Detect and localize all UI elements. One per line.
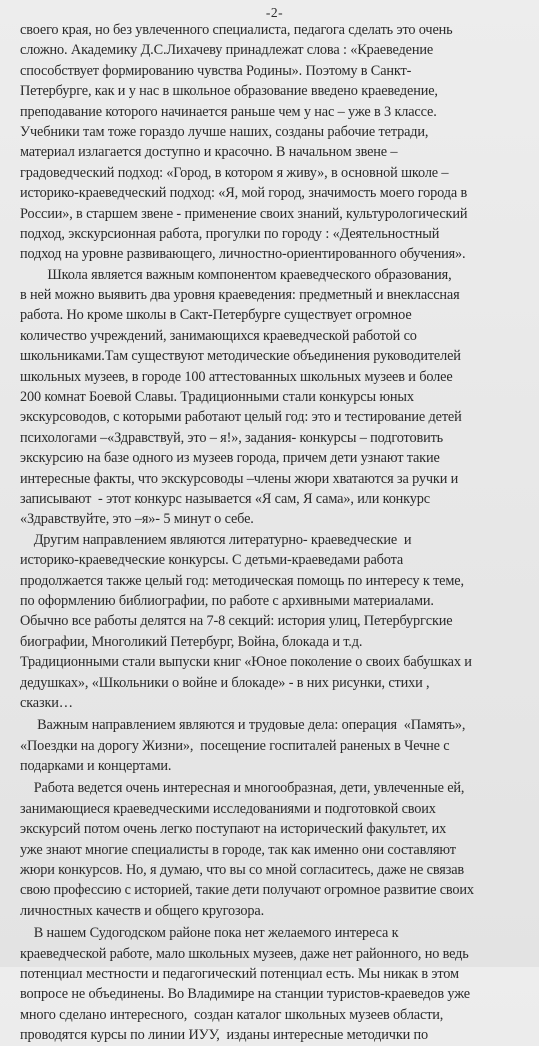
text-line: способствует формированию чувства Родины». Поэтому в Санкт- [20, 62, 412, 79]
text-line: «Здравствуйте, это –я»- 5 минут о себе. [20, 511, 254, 528]
text-line: дедушках», «Школьники о войне и блокаде» - в них рисунки, стихи , [20, 674, 430, 691]
paragraph [20, 530, 529, 714]
text-line: вопросе не объединены. Во Владимире на станции туристов-краеведов уже [20, 986, 470, 1003]
paragraph [20, 923, 529, 1045]
text-line: России», в старшем звене - применение своих знаний, культурологический [20, 205, 468, 222]
text-line: экскурсоводов, с которыми работают целый год: это и тестирование детей [20, 409, 462, 426]
text-line: в ней можно выявить два уровня краеведения: предметный и внеклассная [20, 287, 460, 304]
text-line: сложно. Академику Д.С.Лихачеву принадлежат слова : «Краеведение [20, 42, 434, 59]
text-line: Другим направлением являются литературно- краеведческие и [20, 531, 412, 548]
text-line: преподавание которого начинается раньше чем у нас – уже в 3 классе. [20, 103, 437, 120]
text-line: материал излагается доступно и красочно. В начальном звене – [20, 144, 398, 161]
text-line: продолжается также целый год: методическая помощь по интересу к теме, [20, 572, 464, 589]
text-line: занимающиеся краеведческими исследованиями и подготовкой своих [20, 800, 436, 817]
text-line: Обычно все работы делятся на 7-8 секций: история улиц, Петербургские [20, 613, 453, 630]
text-line: потенциал местности и педагогический потенциал есть. Мы никак в этом [20, 965, 459, 982]
text-line: Учебники там тоже гораздо лучше наших, созданы рабочие тетради, [20, 123, 429, 140]
paragraph [20, 778, 529, 921]
document-body [20, 20, 529, 1046]
text-line: краеведческой работе, мало школьных музеев, даже нет районного, но ведь [20, 945, 469, 962]
text-line: проводятся курсы по линии ИУУ, изданы интересные методички по [20, 1027, 429, 1044]
text-line: подход, экскурсионная работа, прогулки по городу : «Деятельностный [20, 225, 440, 242]
text-line: записывают - этот конкурс называется «Я сам, Я сама», или конкурс [20, 490, 430, 507]
text-line: историко-краеведческие конкурсы. С детьми-краеведами работа [20, 552, 404, 569]
text-line: много сделано интересного, создан каталог школьных музеев области, [20, 1006, 444, 1023]
text-line: подарками и концертами. [20, 758, 172, 775]
text-line: Работа ведется очень интересная и многообразная, дети, увлеченные ей, [20, 780, 465, 797]
text-line: сказки… [20, 694, 73, 711]
text-line: историко-краеведческий подход: «Я, мой город, значимость моего города в [20, 185, 468, 202]
text-line: Традиционными стали выпуски книг «Юное поколение о своих бабушках и [20, 654, 472, 671]
text-line: экскурсию на базе одного из музеев города, причем дети узнают такие [20, 450, 440, 467]
text-line: свою профессию с историей, такие дети получают огромное развитие своих [20, 882, 474, 899]
text-line: биографии, Многоликий Петербург, Война, блокада и т.д. [20, 633, 363, 650]
text-line: подход на уровне развивающего, личностно-ориентированного обучения». [20, 246, 466, 263]
text-line: школьниками.Там существуют методические объединения руководителей [20, 348, 461, 365]
text-line: «Поездки на дорогу Жизни», посещение госпиталей раненых в Чечне с [20, 737, 450, 754]
paragraph [20, 265, 529, 530]
text-line: градоведческий подход: «Город, в котором я живу», в основной школе – [20, 164, 449, 181]
text-line: количество учреждений, занимающихся краеведческой работой со [20, 327, 417, 344]
text-line: уже знают многие специалисты в городе, так как именно они составляют [20, 841, 456, 858]
text-line: психологами –«Здравствуй, это – я!», задания- конкурсы – подготовить [20, 429, 444, 446]
text-line: личностных качеств и общего кругозора. [20, 902, 265, 919]
text-line: жюри конкурсов. Но, я думаю, что вы со мной согласитесь, даже не связав [20, 862, 465, 879]
text-line: школьных музеев, в городе 100 аттестованных школьных музеев и более [20, 368, 453, 385]
text-line: Школа является важным компонентом краеведческого образования, [20, 266, 452, 283]
text-line: В нашем Судогодском районе пока нет желаемого интереса к [20, 925, 399, 942]
text-line: по оформлению библиографии, по работе с архивными материалами. [20, 592, 434, 609]
text-line: своего края, но без увлеченного специалиста, педагога сделать это очень [20, 22, 453, 38]
text-line: Петербурге, как и у нас в школьное образование введено краеведение, [20, 83, 438, 100]
text-line: интересные факты, что экскурсоводы –члены жюри хватаются за ручки и [20, 470, 459, 487]
text-line: Важным направлением являются и трудовые дела: операция «Память», [20, 717, 466, 734]
paragraph [20, 715, 529, 776]
text-line: работа. Но кроме школы в Сакт-Петербурге существует огромное [20, 307, 412, 324]
page-number: -2- [265, 5, 284, 20]
paragraph [20, 20, 529, 265]
text-line: 200 комнат Боевой Славы. Традиционными стали конкурсы юных [20, 389, 414, 406]
text-line: экскурсий потом очень легко поступают на исторический факультет, их [20, 821, 447, 838]
